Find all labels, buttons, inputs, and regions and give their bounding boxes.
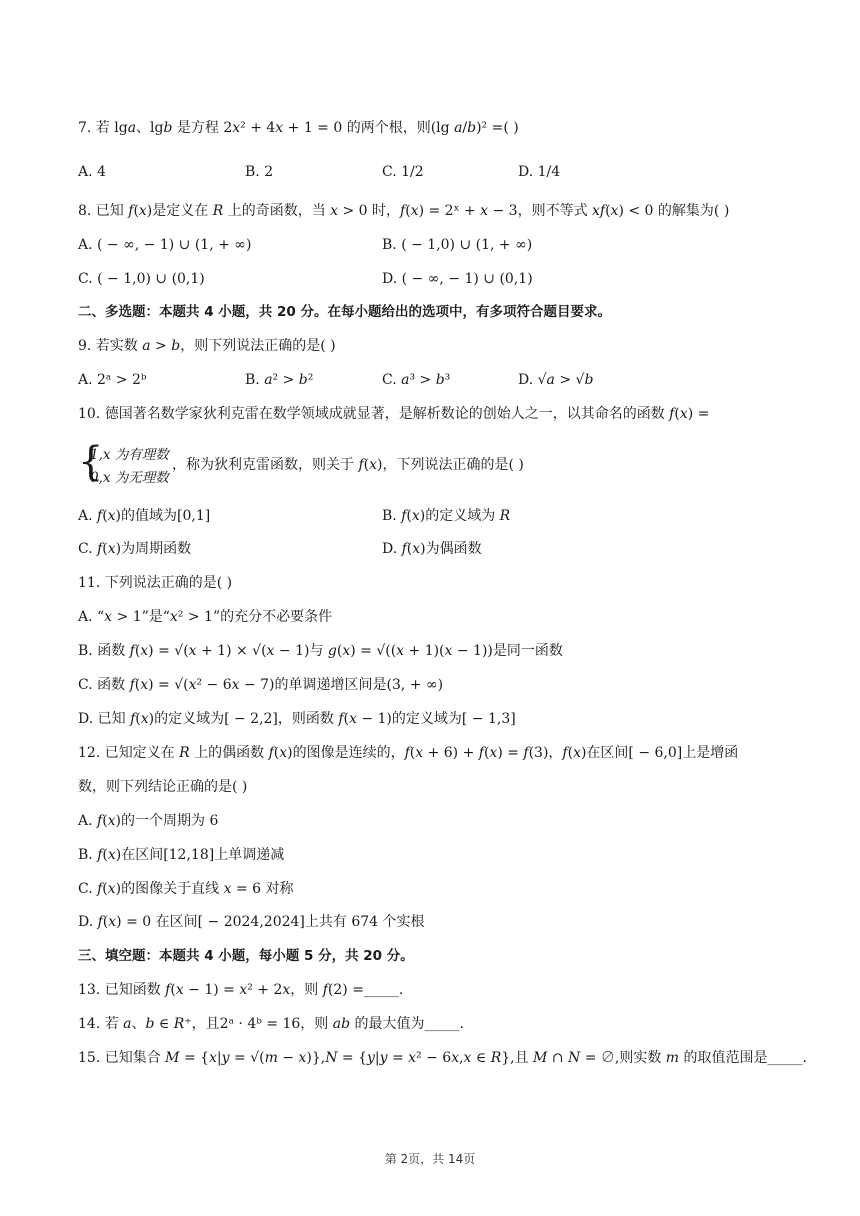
q8-option-c: C. ( − 1,0) ∪ (0,1) bbox=[78, 271, 205, 287]
q12-option-b: B. 𝑓(𝑥)在区间[12,18]上单调递减 bbox=[78, 847, 285, 863]
q8-option-a: A. ( − ∞, − 1) ∪ (1, + ∞) bbox=[78, 237, 252, 253]
q12-stem-line1: 12. 已知定义在 𝑅 上的偶函数 𝑓(𝑥)的图像是连续的，𝑓(𝑥 + 6) + 𝑓(𝑥) = 𝑓(3)，𝑓(𝑥)在区间[ − 6,0]上是增函 bbox=[78, 745, 739, 761]
q15-stem: 15. 已知集合 𝑀 = {𝑥|𝑦 = √(𝑚 − 𝑥)},𝑁 = {𝑦|𝑦 = 𝑥² − 6𝑥,𝑥 ∈ 𝑅},且 𝑀 ∩ 𝑁 = ∅,则实数 𝑚 的取值范围是_____. bbox=[78, 1050, 807, 1066]
q12-option-d: D. 𝑓(𝑥) = 0 在区间[ − 2024,2024]上共有 674 个实根 bbox=[78, 914, 425, 930]
q7-option-d: D. 1/4 bbox=[518, 164, 561, 180]
q7-option-b: B. 2 bbox=[245, 164, 274, 180]
q11-option-a: A. “𝑥 > 1”是“𝑥² > 1”的充分不必要条件 bbox=[78, 609, 333, 625]
q8-option-d: D. ( − ∞, − 1) ∪ (0,1) bbox=[382, 271, 533, 287]
q9-option-a: A. 2ᵃ > 2ᵇ bbox=[78, 372, 147, 388]
q11-stem: 11. 下列说法正确的是( ) bbox=[78, 575, 233, 591]
q9-option-b: B. 𝑎² > 𝑏² bbox=[245, 372, 314, 388]
q11-option-d: D. 已知 𝑓(𝑥)的定义域为[ − 2,2]，则函数 𝑓(𝑥 − 1)的定义域为[ − 1,3] bbox=[78, 711, 516, 727]
q7-option-c: C. 1/2 bbox=[382, 164, 424, 180]
q10-option-d: D. 𝑓(𝑥)为偶函数 bbox=[382, 541, 482, 557]
q8-stem: 8. 已知 𝑓(𝑥)是定义在 𝑅 上的奇函数，当 𝑥 > 0 时，𝑓(𝑥) = 2ˣ + 𝑥 − 3，则不等式 𝑥𝑓(𝑥) < 0 的解集为( ) bbox=[78, 203, 730, 219]
q12-option-a: A. 𝑓(𝑥)的一个周期为 6 bbox=[78, 813, 219, 829]
q10-option-b: B. 𝑓(𝑥)的定义域为 𝑅 bbox=[382, 508, 511, 524]
q10-option-c: C. 𝑓(𝑥)为周期函数 bbox=[78, 541, 192, 557]
q10-stem-line2: ，称为狄利克雷函数，则关于 𝑓(𝑥)，下列说法正确的是( ) bbox=[172, 457, 524, 473]
q10-stem-line1: 10. 德国著名数学家狄利克雷在数学领域成就显著，是解析数论的创始人之一，以其命名的函数 𝑓(𝑥) = bbox=[78, 406, 710, 422]
page-footer: 第 2页，共 14页 bbox=[384, 1152, 476, 1166]
q12-option-c: C. 𝑓(𝑥)的图像关于直线 𝑥 = 6 对称 bbox=[78, 881, 294, 897]
left-brace-symbol: { bbox=[78, 439, 104, 485]
q10-case-irrational: 0,𝑥 为无理数 bbox=[90, 470, 169, 486]
q10-case-rational: 1,𝑥 为有理数 bbox=[90, 447, 169, 463]
section-fill-blank-heading: 三、填空题：本题共 4 小题，每小题 5 分，共 20 分。 bbox=[78, 948, 414, 964]
q10-option-a: A. 𝑓(𝑥)的值域为[0,1] bbox=[78, 508, 211, 524]
q9-option-d: D. √𝑎 > √𝑏 bbox=[518, 372, 594, 388]
q12-stem-line2: 数，则下列结论正确的是( ) bbox=[78, 779, 248, 795]
q11-option-b: B. 函数 𝑓(𝑥) = √(𝑥 + 1) × √(𝑥 − 1)与 𝑔(𝑥) = √((𝑥 + 1)(𝑥 − 1))是同一函数 bbox=[78, 643, 563, 659]
q9-option-c: C. 𝑎³ > 𝑏³ bbox=[382, 372, 451, 388]
q14-stem: 14. 若 𝑎、𝑏 ∈ 𝑅⁺，且2ᵃ · 4ᵇ = 16，则 𝑎𝑏 的最大值为_____. bbox=[78, 1016, 464, 1032]
q8-option-b: B. ( − 1,0) ∪ (1, + ∞) bbox=[382, 237, 533, 253]
q11-option-c: C. 函数 𝑓(𝑥) = √(𝑥² − 6𝑥 − 7)的单调递增区间是(3, + ∞) bbox=[78, 677, 444, 693]
q9-stem: 9. 若实数 𝑎 > 𝑏，则下列说法正确的是( ) bbox=[78, 338, 336, 354]
q7-option-a: A. 4 bbox=[78, 164, 106, 180]
q7-stem: 7. 若 lg𝑎、lg𝑏 是方程 2𝑥² + 4𝑥 + 1 = 0 的两个根，则(lg 𝑎/𝑏)² =( ) bbox=[78, 120, 519, 136]
q13-stem: 13. 已知函数 𝑓(𝑥 − 1) = 𝑥² + 2𝑥，则 𝑓(2) =_____. bbox=[78, 982, 404, 998]
section-multi-choice-heading: 二、多选题：本题共 4 小题，共 20 分。在每小题给出的选项中，有多项符合题目要求。 bbox=[78, 304, 611, 320]
